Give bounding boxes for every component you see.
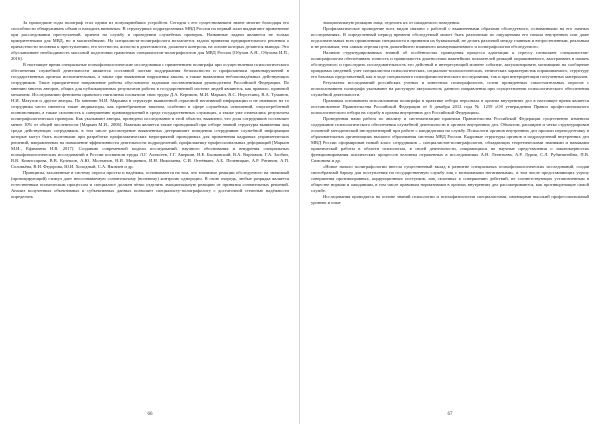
paragraph: «Новое начало полиграфологии внесла существенный вклад в развитие специальных психофизиологических исследований, создав своеобразный барьер для поступления на государственную службу лиц с возможными негативными», в том числе представляющих угрозу совершения противоправных, коррупционных поступков, лиц склонных к совершению действий, не соответствующих установленным в обществе нормам и ожиданиям, в том числе правовым нормативами в органах внутренних дел рассматриваются, как противоречащие самой службе. <box>311 164 589 193</box>
paragraph: В настоящее время специальные психофизиологические исследования с применением полиграфа при осуществлении психологического обеспечения служебной деятельности являются составной частью поддержания безопасности и профилактики правонарушений в государственных органах исполнительных, а также при выявлении нарушения закона, а также выявлении неблагонадёжных действующих сотрудников. Такое приоритетное направление работы обусловлено задачами поставленными руководством Российской Федерации. По мнению многих авторов, общих для публикационных результатов работы в государственной системе людей являются, как правило, правовой механизм. Исследованию феномена правового нигилизма посвятили свои труды Д.А. Керимов, М.И. Марьин, В.С. Нерсесянц, В.А. Туманов, Н.И. Матузов и другие авторы. По мнению М.И. Марьина в структуре выявленной серьезной негативной информации и не имевших на то сотрудника часто имеются такие индикаторы, как пренебрежение законом, особенно в сфере служебных отношений, злоупотреблений полномочиями, а также склонность к совершению правонарушений в среде государственных служащих, а также уже отмечались результаты полиграфологических проверок. Как указывают авторы, проведено исследование в этой области, выявлено, что доля сотрудников составляет менее 10% от общей численности [Марьин М.И., 2006]. Важным является также проводимый при отборе знаний структуры выявления лиц среди действующих сотрудников, в том числе рассмотрение выявленных детерминант поведения сотрудников служебной информации которые могут быть полезными при разработке профилактических мероприятий проводимых для применения кадровых управленческих решений, направленных на повышение эффективности деятельности подразделений, профилактику профессиональных деформаций [Марьин М.И., Ефимовна Н.В. 2017]. Созданию современной модели исследований, научного обоснования и внедрения специальных психофизиологических исследований в России посвятили труды Л.Г. Алексеев, Г.Г. Аверкин, И.Е. Былковский, В.А. Варламов, Г.А. Злобин, В.В. Комиссарова, В.В. Кулешов, А.Ю. Молчанов, Н.И. Мицкевич, И.Н. Николаева, С.И. Огнёвкин, А.Б. Пеленицын, А.Р. Ратинов, А.П. Соловьёва, В.Н. Федорова, Ю.И. Холодный, С.А. Яковлев и др. <box>11 62 289 169</box>
paragraph: Проведенная нами работа по анализу и систематизации практики Правительства Российской Федерации существенно изменила содержание психологического обеспечения служебной деятельности в органах внутренних дел. Объектом, расширен и четко структурирован основной методический инструментарий при работе с кандидатами на службу. Психологи органов внутренних дел прошли переподготовку в образовательных организациях высшего образования системы МВД России. Кадровые структуры органов и подразделений внутренних дел МВД России сформирован новый класс сотрудников – специалистов-полиграфологов, обладающих теоретическими знаниями и навыками практической работы в области психологии, в своей деятельности, опирающихся на научные представления о закономерностях функционирования психических процессов человека отраженных в исследованиях А.Н. Леонтьева, А.Р. Лурия, С.Л. Рубинштейна, П.В. Симонова и др. <box>311 116 589 163</box>
paragraph: Наличие структурированных знаний об особенностях проведения процесса адаптации к стрессу позволяют специалистам-полиграфологам обеспечивать точность и правильность диагностики важнейших показателей реакций опрашиваемого, выстраивать в память обследуемого и проследить последовательность его действий в интересующий момент событие, актуализировать мотивацию на сообщение правдивых сведений, учет специалистом психологических, социально-психологических, этнических характеристик опрашиваемого, структуру его базовых представлений, как в ходе специального психофизиологического исследования, так и при интерпретации полученных материалов. <box>311 50 589 79</box>
paragraph: Правовым основанием использования полиграфа в практике отбора персонала в органы внутренних дел в настоящее время является постановление Правительства Российской Федерации от 6 декабря 2012 года № 1259 «Об утверждении Правил профессионального психологического отбора на службу в органы внутренних дел Российской Федерации». <box>311 98 589 115</box>
page-number-left: 66 <box>147 412 153 417</box>
paragraph: Принципы, заложенные в систему опроса просты и надёжны, основываются на том, что значимые реакции обследуемого на значимый (провоцирующий) стимул дает неосознаваемую сознательному (волевому) контролю однородно. В свою очередь, любые разрядка является естественным психическим процессом и специалист должен чётко отделить эмоциональную реакцию от принятия сознательных решений. Анализ полученных объективных и субъективных данных позволяет специалисту-полиграфологу с достаточной степенью надёжности определить <box>11 170 289 199</box>
paragraph: Результаты исследований российских ученых и известных полиграфологов, сотни проведенных самостоятельных опросов с использованием полиграфа указывают на растущую актуальность данного направления при осуществлении психологического обеспечения служебной деятельности. <box>311 80 589 97</box>
page-number-right: 67 <box>447 412 453 417</box>
paragraph: Исследования проводятся на основе знаний психологии и психофизиологии специалистами, имеющими высокий профессиональный уровень и опыт <box>311 194 589 205</box>
paragraph: За прошедшие годы полиграф стал одним из популярнейших устройств. Сегодня с его существованием знают многие благодаря его способности обнаруживать обман и находить виновных. В структурных подразделениях МВД России на первый план выдвигают применение при расследовании преступлений, причем на службу и проведении служебных проверок. Названные задачи являются не только приоритетными для МВД, но и масштабными. На специалиста-полиграфолога возлагается задача принятия предварительного решения о причастности человека к преступлению, его честности, ясности в деятельности, должного контроля, на основе которых делаются выводы. Это обуславливает необходимость массовой подготовки грамотных специалистов-полиграфологов для МВД России [Обухов А.Н., Обухова И.П., 2016]. <box>11 20 289 61</box>
right-page-text <box>311 20 589 206</box>
left-page-text <box>11 20 289 200</box>
right-page <box>300 0 600 424</box>
paragraph: Профилактическое проведение всех видов связано с работой с выявленными образами обследуемого, основанными на его личных исследованиях. В определенный период времени обследуемый может быть различным по ощущениям его начала внутренних или даже подсознательных всех проявлениям специалиста в принятии их буквальный, не делать различий между главным и второстепенным, реальным и не реальным, тем самым отрезая пути дальнейшего взаимного коммуникативного и полиграфологии обследуемого. <box>311 26 589 49</box>
paragraph: эмоциональную реакцию лица, отделить их от ожидаемого поведения. <box>323 20 460 25</box>
